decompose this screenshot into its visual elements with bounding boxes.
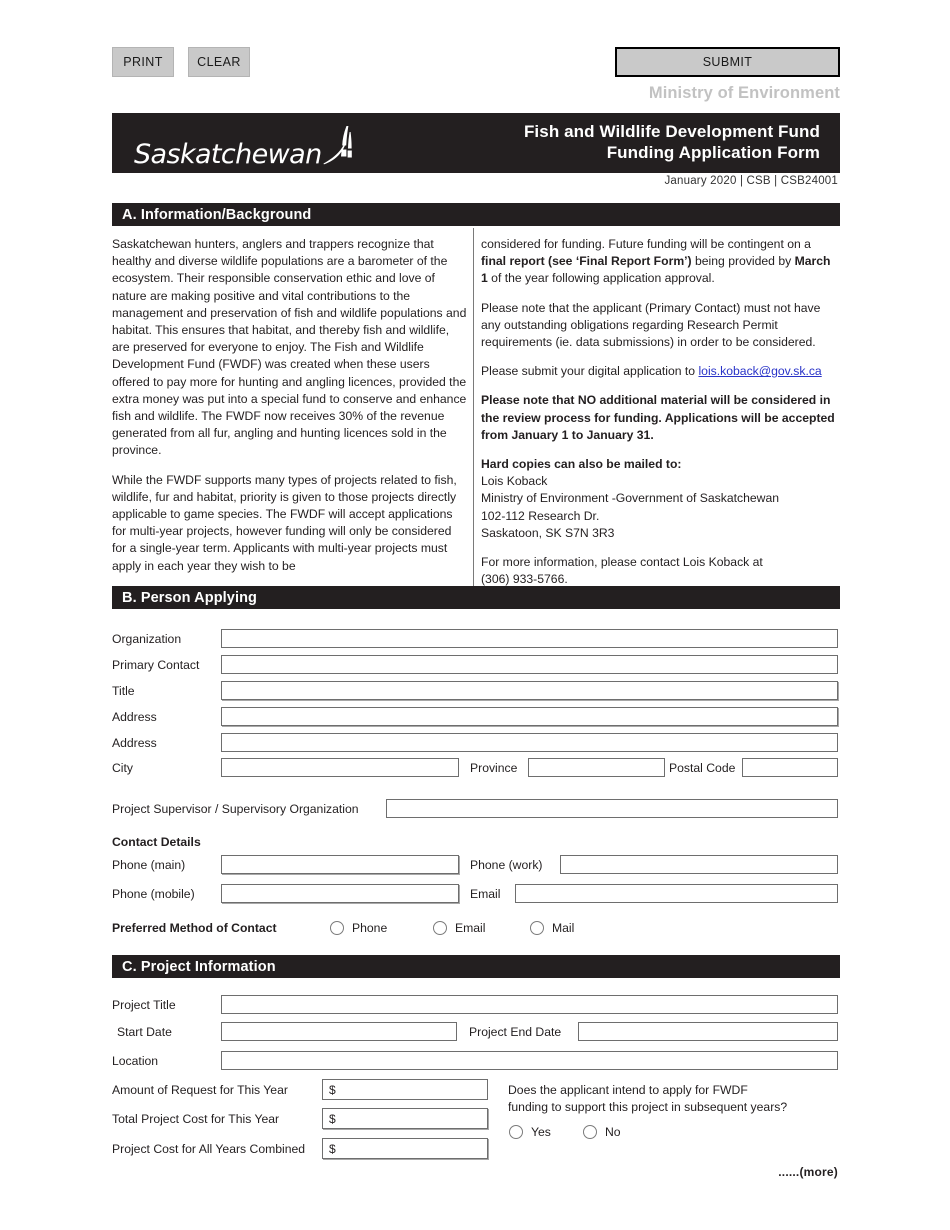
- project-title-input[interactable]: [221, 995, 838, 1014]
- section-a-paragraph-6: [481, 392, 839, 444]
- address-1-input[interactable]: [221, 707, 838, 726]
- mail-line-3: 102-112 Research Dr.: [481, 508, 600, 523]
- subsequent-question-line-2: funding to support this project in subsequent years?: [508, 1100, 788, 1114]
- phone-mobile-input[interactable]: [221, 884, 459, 903]
- section-a-paragraph-2: While the FWDF supports many types of projects related to fish, wildlife, fur and habitat, priority is given to those projects directly applicable to game species. The FWDF will accept applications for multi-year projects, however funding will only be considered for a single-year term. Applicants with multi-year projects must apply in each year they wish to be: [112, 472, 457, 573]
- document-reference: January 2020 | CSB | CSB24001: [664, 175, 838, 187]
- subsequent-question-line-1: Does the applicant intend to apply for FWDF: [508, 1083, 748, 1097]
- section-a-mailing-block: [481, 456, 839, 542]
- primary-contact-input[interactable]: [221, 655, 838, 674]
- title-input[interactable]: [221, 681, 838, 700]
- supervisor-label: Project Supervisor / Supervisory Organization: [112, 802, 359, 816]
- section-a-left-column: [112, 236, 467, 575]
- radio-label-yes: Yes: [531, 1125, 551, 1139]
- postal-code-input[interactable]: [742, 758, 838, 777]
- rp1-text2: being provided by: [691, 254, 795, 269]
- banner-title: [524, 121, 820, 163]
- toolbar: [112, 47, 840, 77]
- address-2-input[interactable]: [221, 733, 838, 752]
- clear-button[interactable]: CLEAR: [188, 47, 250, 77]
- preferred-contact-label: Preferred Method of Contact: [112, 921, 277, 935]
- section-a-right-column: [481, 236, 839, 588]
- all-years-cost-input[interactable]: [322, 1138, 488, 1159]
- rp1-text3: of the year following application approval.: [487, 271, 715, 286]
- contact-line-1: For more information, please contact Lois Koback at: [481, 555, 763, 570]
- province-input[interactable]: [528, 758, 665, 777]
- section-a-paragraph-4: Please note that the applicant (Primary Contact) must not have any outstanding obligations regarding Research Permit requirements (ie. data submissions) in order to be considered.: [481, 300, 821, 350]
- mail-line-2: Ministry of Environment -Government of Saskatchewan: [481, 491, 780, 506]
- more-indicator: ......(more): [778, 1165, 838, 1179]
- wheat-sheaf-icon: [323, 125, 353, 170]
- phone-work-input[interactable]: [560, 855, 838, 874]
- start-date-label: Start Date: [117, 1025, 172, 1039]
- contact-email-link[interactable]: lois.koback@gov.sk.ca: [698, 364, 822, 379]
- supervisor-input[interactable]: [386, 799, 838, 818]
- postal-code-label: Postal Code: [669, 761, 736, 775]
- organization-input[interactable]: [221, 629, 838, 648]
- amount-request-input[interactable]: [322, 1079, 488, 1100]
- total-cost-label: Total Project Cost for This Year: [112, 1112, 280, 1126]
- section-a-paragraph-3: [481, 236, 839, 288]
- contact-line-2: (306) 933-5766.: [481, 572, 568, 587]
- radio-preferred-phone[interactable]: [330, 921, 344, 935]
- phone-main-input[interactable]: [221, 855, 459, 874]
- radio-preferred-mail[interactable]: [530, 921, 544, 935]
- banner-title-line1: Fish and Wildlife Development Fund: [523, 122, 820, 141]
- section-c-heading: C. Project Information: [112, 955, 840, 978]
- primary-contact-label: Primary Contact: [112, 658, 200, 672]
- province-label: Province: [470, 761, 518, 775]
- submit-button[interactable]: SUBMIT: [615, 47, 840, 77]
- phone-work-label: Phone (work): [470, 858, 543, 872]
- submit-instruction-text: Please submit your digital application to: [481, 364, 699, 379]
- section-a-heading: A. Information/Background: [112, 203, 840, 226]
- email-label: Email: [470, 887, 501, 901]
- address-2-label: Address: [112, 736, 157, 750]
- radio-preferred-email[interactable]: [433, 921, 447, 935]
- radio-label-no: No: [605, 1125, 621, 1139]
- mail-line-1: Lois Koback: [481, 474, 548, 489]
- radio-label-mail: Mail: [552, 921, 575, 935]
- mail-line-4: Saskatoon, SK S7N 3R3: [481, 525, 615, 540]
- project-end-date-input[interactable]: [578, 1022, 838, 1041]
- saskatchewan-logo: [134, 125, 353, 168]
- section-a-paragraph-1: Saskatchewan hunters, anglers and trappers recognize that healthy and diverse wildlife populations are a barometer of the ecosystem. Their responsible conservation ethic and love of nature are making positive and vital contributions to the management and preservation of fish and wildlife populations and habitat. This ensures that habitat, and thereby fish and wildlife, are preserved for everyone to enjoy. The Fish and Wildlife Development Fund (FWDF) was created when these users offered to pay more for hunting and angling licences, provided the extra money was put into a special fund to conserve and enhance fish and wildlife. The FWDF now receives 30% of the revenue generated from all fur, angling and hunting licences sold in the province.: [112, 237, 467, 458]
- print-button[interactable]: PRINT: [112, 47, 174, 77]
- rp1-bold2: March 1: [481, 254, 831, 286]
- section-b-heading: B. Person Applying: [112, 586, 840, 609]
- no-additional-material-note: Please note that NO additional material will be considered in the review process for funding. Applications will be accepted from January 1 to January 31.: [481, 393, 835, 442]
- total-cost-input[interactable]: [322, 1108, 488, 1129]
- radio-label-phone: Phone: [352, 921, 388, 935]
- rp1-text1: considered for funding. Future funding will be contingent on a: [481, 237, 811, 251]
- phone-main-label: Phone (main): [112, 858, 186, 872]
- contact-details-heading: Contact Details: [112, 835, 201, 849]
- form-banner: [112, 113, 840, 173]
- phone-mobile-label: Phone (mobile): [112, 887, 195, 901]
- location-input[interactable]: [221, 1051, 838, 1070]
- project-end-date-label: Project End Date: [469, 1025, 562, 1039]
- section-a-contact-block: [481, 554, 839, 588]
- start-date-input[interactable]: [221, 1022, 457, 1041]
- city-label: City: [112, 761, 133, 775]
- section-a-paragraph-5: [481, 363, 839, 380]
- location-label: Location: [112, 1054, 159, 1068]
- city-input[interactable]: [221, 758, 459, 777]
- radio-subsequent-yes[interactable]: [509, 1125, 523, 1139]
- all-years-cost-label: Project Cost for All Years Combined: [112, 1142, 306, 1156]
- radio-subsequent-no[interactable]: [583, 1125, 597, 1139]
- organization-label: Organization: [112, 632, 182, 646]
- rp1-bold1: final report (see ‘Final Report Form’): [481, 254, 692, 269]
- address-1-label: Address: [112, 710, 157, 724]
- email-input[interactable]: [515, 884, 838, 903]
- amount-request-label: Amount of Request for This Year: [112, 1083, 288, 1097]
- title-label: Title: [112, 684, 135, 698]
- logo-wordmark: Saskatchewan: [134, 139, 322, 170]
- column-divider: [473, 228, 474, 588]
- mail-heading: Hard copies can also be mailed to:: [481, 457, 682, 472]
- radio-label-email: Email: [455, 921, 486, 935]
- banner-title-line2: Funding Application Form: [606, 143, 820, 162]
- project-title-label: Project Title: [112, 998, 176, 1012]
- ministry-label: Ministry of Environment: [648, 84, 840, 102]
